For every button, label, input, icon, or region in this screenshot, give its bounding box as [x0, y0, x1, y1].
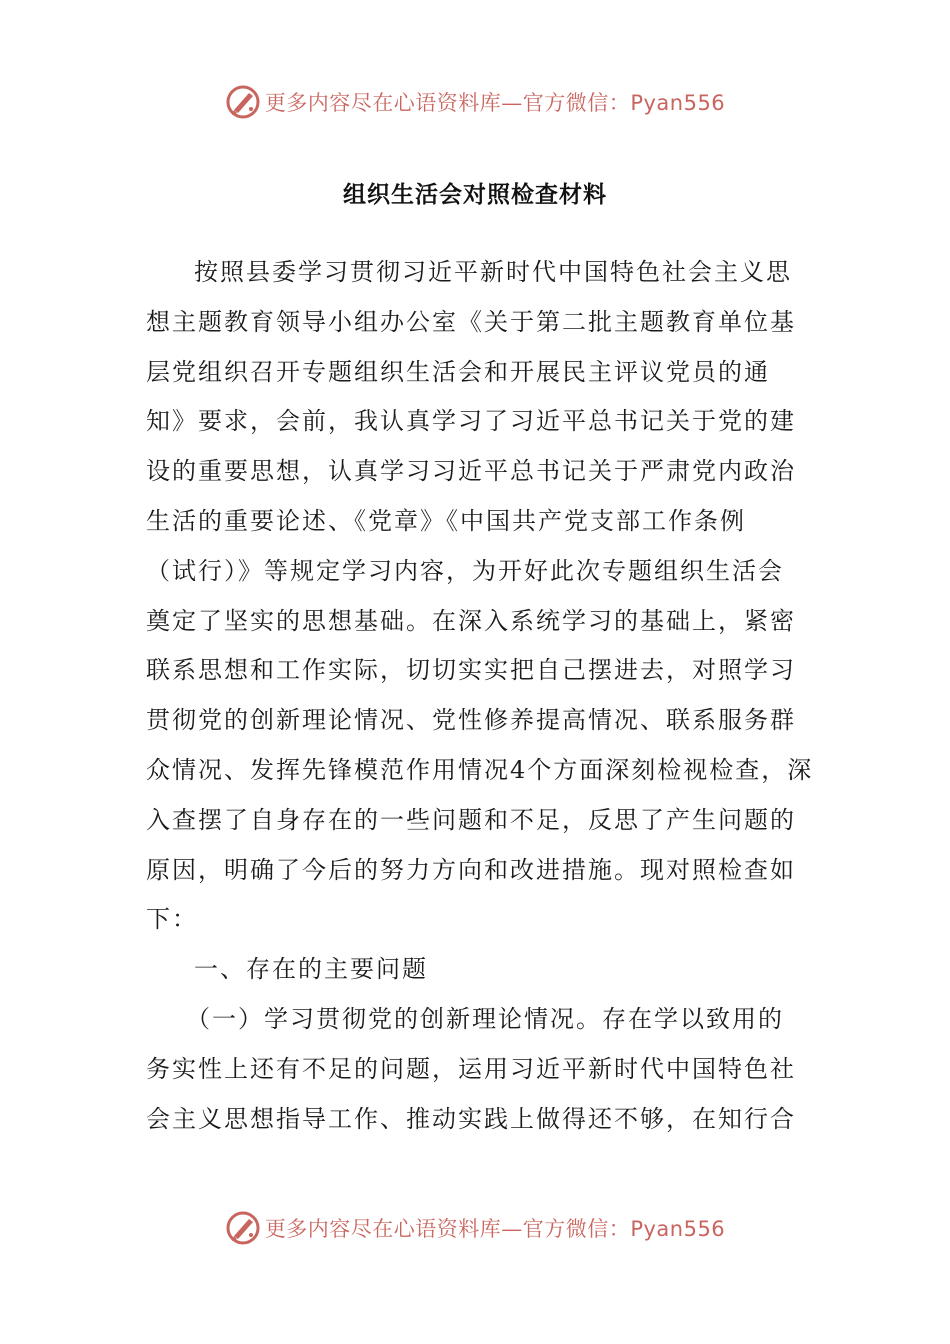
body-line: 奠定了坚实的思想基础。在深入系统学习的基础上，紧密: [146, 606, 796, 635]
body-line: 下：: [146, 905, 198, 934]
watermark-banner-top: [0, 80, 950, 124]
body-line: 众情况、发挥先锋模范作用情况4个方面深刻检视检查，深: [146, 755, 814, 784]
watermark-text: 更多内容尽在心语资料库—官方微信：Pyan556: [264, 1217, 726, 1241]
body-line: 务实性上还有不足的问题，运用习近平新时代中国特色社: [146, 1054, 796, 1083]
body-line: （试行）》等规定学习内容，为开好此次专题组织生活会: [146, 556, 784, 585]
wechat-id: Pyan556: [630, 1217, 726, 1241]
body-line: 生活的重要论述、《党章》《中国共产党支部工作条例: [146, 506, 746, 535]
pen-logo-icon: [225, 84, 261, 120]
body-line: 联系思想和工作实际，切切实实把自己摆进去，对照学习: [146, 656, 796, 685]
body-line: 会主义思想指导工作、推动实践上做得还不够，在知行合: [146, 1104, 796, 1133]
subsection-line: （一）学习贯彻党的创新理论情况。存在学以致用的: [186, 1004, 784, 1033]
body-line: 想主题教育领导小组办公室《关于第二批主题教育单位基: [146, 307, 796, 336]
document-body: [146, 248, 814, 1144]
watermark-text: 更多内容尽在心语资料库—官方微信：Pyan556: [264, 91, 726, 115]
body-line: 贯彻党的创新理论情况、党性修养提高情况、联系服务群: [146, 706, 796, 735]
body-line: 层党组织召开专题组织生活会和开展民主评议党员的通: [146, 357, 770, 386]
body-line: 原因，明确了今后的努力方向和改进措施。现对照检查如: [146, 855, 796, 884]
watermark-banner-bottom: [0, 1206, 950, 1250]
body-line: 知》要求，会前，我认真学习了习近平总书记关于党的建: [146, 407, 796, 436]
pen-logo-icon: [225, 1210, 261, 1246]
body-line: 设的重要思想，认真学习习近平总书记关于严肃党内政治: [146, 457, 796, 486]
body-line: 入查摆了自身存在的一些问题和不足，反思了产生问题的: [146, 805, 796, 834]
body-line: 按照县委学习贯彻习近平新时代中国特色社会主义思: [194, 258, 792, 286]
document-title: 组织生活会对照检查材料: [343, 182, 607, 208]
wechat-id: Pyan556: [630, 91, 726, 115]
section-heading: 一、存在的主要问题: [194, 955, 428, 984]
